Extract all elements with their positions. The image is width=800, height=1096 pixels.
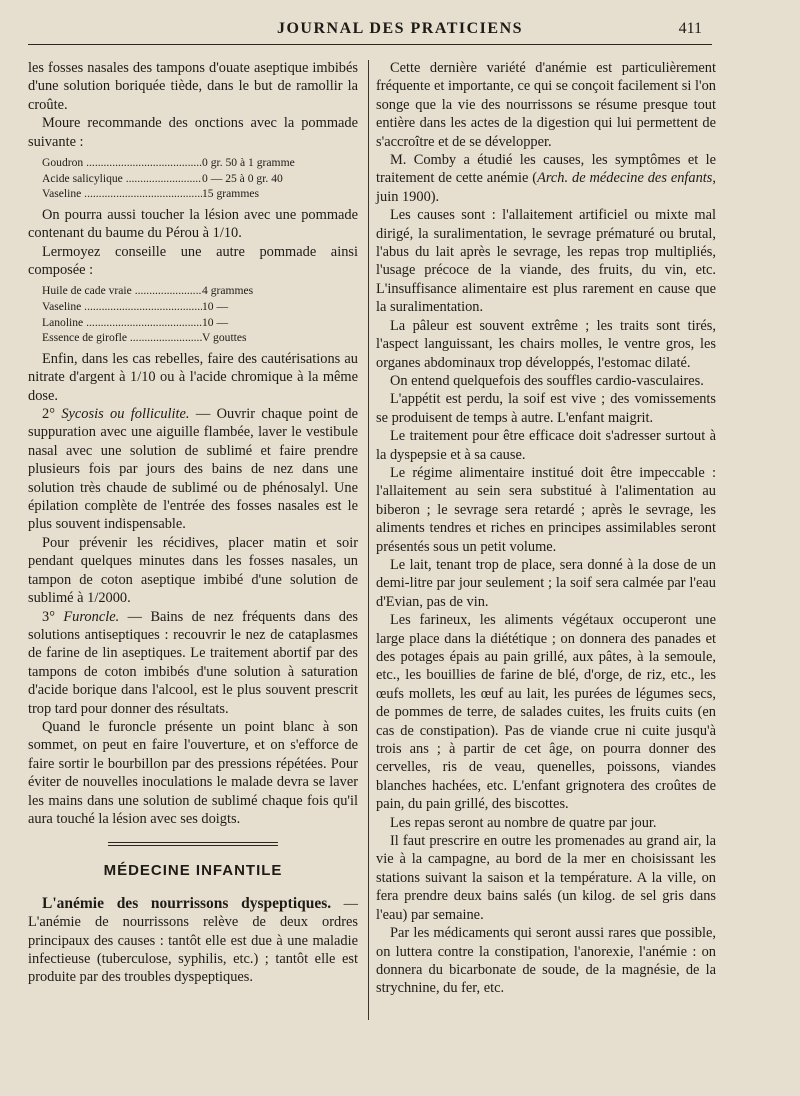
- quantity: 10 —: [202, 300, 229, 314]
- text: , juin 1900).: [376, 170, 717, 205]
- ingredient: Huile de cade vraie .....: [42, 283, 202, 299]
- right-column: [376, 59, 716, 998]
- paragraph: On pourra aussi toucher la lésion avec une pommade contenant du baume du Pérou à 1/10.: [28, 206, 358, 242]
- page-number: 411: [678, 20, 702, 37]
- formula-row: [42, 155, 358, 171]
- item-text: — Ouvrir chaque point de suppuration avec une aiguille flambée, laver le vestibule nasal avec une solution de sublimé et faire prendre plusieurs fois par jours des bains de nez dans une solution très chaude de sublimé ou de phénosalyl. Une épilation complète de l'entrée des fosses nasales est le plus souvent indispensable.: [28, 406, 358, 533]
- paragraph: Quand le furoncle présente un point blanc à son sommet, on peut en faire l'ouverture, et on s'efforce de faire sortir le bourbillon par des pressions répétées. Pour éviter de nouvelles inoculations le malade devra se laver les mains dans une solution de sublimé chaque fois qu'il aura touché la lésion avec ses doigts.: [28, 718, 358, 827]
- paragraph: Les causes sont : l'allaitement artificiel ou mixte mal dirigé, la suralimentation, le sevrage prématuré ou brutal, l'abus du lait après le sevrage, les repas trop multipliés, l'usage précoce de la viande, des fruits, du vin, etc. L'insuffisance alimentaire est plus rarement en cause que la suralimentation.: [376, 207, 716, 316]
- item-title: Sycosis ou folliculite.: [61, 406, 190, 423]
- section-divider: [108, 842, 278, 846]
- formula-row: [42, 299, 358, 315]
- item-number: 3°: [42, 608, 64, 625]
- formula-row: [42, 315, 358, 331]
- formula-row: [42, 171, 358, 187]
- paragraph: Le lait, tenant trop de place, sera donné à la dose de un demi-litre par jour seulement ; la soif sera calmée par l'eau d'Evian, pas de vin.: [376, 556, 716, 610]
- article-title: L'anémie des nourrissons dyspeptiques.: [42, 894, 332, 912]
- ingredient: Goudron .....: [42, 155, 202, 171]
- section-title: MÉDECINE INFANTILE: [103, 862, 283, 880]
- paragraph: Le traitement pour être efficace doit s'adresser surtout à la dyspepsie et à sa cause.: [376, 428, 716, 463]
- formula-moure: [42, 155, 358, 202]
- paragraph-sycosis: [28, 405, 358, 534]
- quantity: 0 — 25 à 0 gr. 40: [202, 171, 283, 185]
- ingredient: Vaseline .....: [42, 299, 202, 315]
- running-title: JOURNAL DES PRATICIENS: [276, 20, 524, 37]
- item-title: Furoncle.: [63, 608, 120, 625]
- header-rule: [28, 44, 712, 45]
- paragraph: Lermoyez conseille une autre pommade ainsi composée :: [28, 243, 358, 279]
- left-column: [28, 59, 358, 987]
- quantity: 15 grammes: [202, 187, 259, 201]
- paragraph: Il faut prescrire en outre les promenades au grand air, la vie à la campagne, au bord de la mer en choisissant les stations suivant la saison et la température. A la ville, on fera prendre deux bains salés (un kilog. de sel gris dans l'eau) par semaine.: [376, 833, 716, 923]
- ingredient: Lanoline .....: [42, 315, 202, 331]
- item-text: — Bains de nez fréquents dans des solutions antiseptiques : recouvrir le nez de cataplasmes de farine de lin aseptiques. Le traitement abortif par des tampons de coton imbibés d'une solution à saturation d'acide borique dans l'alcool, est le plus souvent prescrit trop tard pour donner des résultats.: [28, 608, 358, 717]
- paragraph: Moure recommande des onctions avec la pommade suivante :: [28, 115, 358, 150]
- paragraph: Enfin, dans les cas rebelles, faire des cautérisations au nitrate d'argent à 1/10 ou à l'acide chromique à la même dose.: [28, 350, 358, 404]
- paragraph: Par les médicaments qui seront aussi rares que possible, on luttera contre la constipation, l'anorexie, l'anémie : on donnera du bicarbonate de soude, de la magnésie, de la strychnine, du fer, etc.: [376, 925, 716, 997]
- quantity: 0 gr. 50 à 1 gramme: [202, 156, 295, 170]
- paragraph-furoncle: [28, 608, 358, 718]
- paragraph: Les farineux, les aliments végétaux occuperont une large place dans la diététique ; on donnera des panades et des potages épais au pain grillé, aux pâtes, à la semoule, etc., les bouillies de farine de blé, d'orge, de riz, etc., les œufs mollets, les œuf au lait, les purées de légumes secs, de pommes de terre, de salades cuites, les fruits cuits (en cas de constipation). Pas de viande crue ni cuite jusqu'à trois ans ; à partir de cet âge, on pourra donner des cervelles, ris de veau, quenelles, poissons, viandes blanches hachées, etc. L'enfant grignotera des croûtes de pain, du pain grillé, des biscottes.: [376, 612, 716, 813]
- column-divider: [368, 60, 369, 1020]
- formula-row: [42, 186, 358, 202]
- quantity: 4 grammes: [202, 284, 254, 298]
- formula-row: [42, 283, 358, 299]
- paragraph: Pour prévenir les récidives, placer matin et soir pendant quelques minutes dans les fosses nasales, un tampon de coton aseptique imbibé d'une solution de sublimé à 1/2000.: [28, 534, 358, 607]
- paragraph: Cette dernière variété d'anémie est particulièrement fréquente et importante, ce qui se conçoit facilement si l'on songe que la vie des nourrissons se résume presque tout entière dans les actes de la digestion qui lui permettent de s'accroître et de se développer.: [376, 60, 716, 150]
- article-text: — L'anémie de nourrissons relève de deux ordres principaux des causes : tantôt elle est due à une maladie infectieuse (tuberculose, syphilis, etc.) ; tantôt elle est produite par des troubles dyspeptiques.: [28, 895, 358, 986]
- article-intro: [28, 895, 358, 987]
- formula-lermoyez: [42, 283, 358, 345]
- page-header: [0, 0, 800, 48]
- ingredient: Acide salicylique .....: [42, 171, 202, 187]
- item-number: 2°: [42, 406, 62, 423]
- paragraph: Le régime alimentaire institué doit être impeccable : l'allaitement au sein sera substitué à l'alimentation au biberon ; le sevrage sera retardé ; après le sevrage, les aliments tendres et riches en principes assimilables seront présentés sous un petit volume.: [376, 464, 716, 555]
- paragraph: les fosses nasales des tampons d'ouate aseptique imbibés d'une solution boriquée tiède, dans le but de ramollir la croûte.: [28, 60, 358, 113]
- paragraph: Les repas seront au nombre de quatre par jour.: [390, 814, 657, 831]
- formula-row: [42, 330, 358, 346]
- ingredient: Essence de girofle .....: [42, 330, 202, 346]
- paragraph: On entend quelquefois des souffles cardio-vasculaires.: [390, 372, 704, 389]
- text: M. Comby a étudié les causes, les symptômes et le traitement de cette anémie (: [376, 152, 716, 187]
- quantity: 10 —: [202, 315, 229, 329]
- quantity: V gouttes: [202, 331, 247, 345]
- paragraph: La pâleur est souvent extrême ; les traits sont tirés, l'aspect languissant, les chairs molles, le ventre gros, les organes abdominaux trop développés, l'estomac dilaté.: [376, 317, 716, 371]
- paragraph-comby: [376, 151, 716, 206]
- citation: Arch. de médecine des enfants: [537, 170, 713, 187]
- paragraph: L'appétit est perdu, la soif est vive ; des vomissements se produisent de temps à autre. L'enfant maigrit.: [376, 391, 716, 426]
- ingredient: Vaseline .....: [42, 186, 202, 202]
